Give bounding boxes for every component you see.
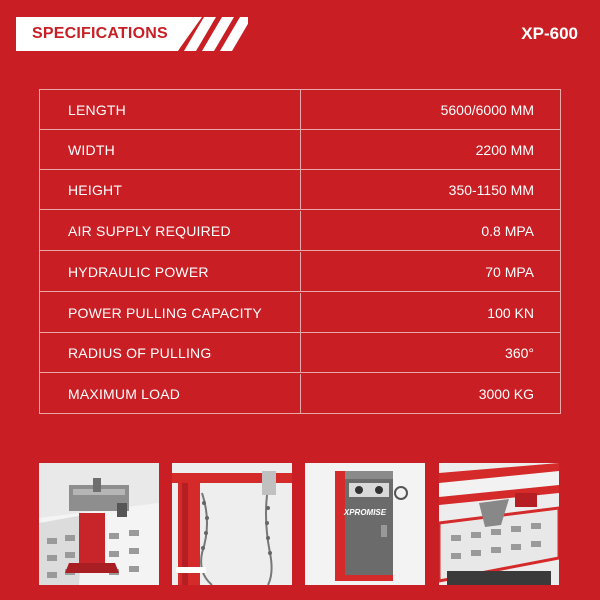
spec-label: WIDTH [68,142,115,158]
spec-value: 3000 KG [478,386,534,402]
spec-label: HYDRAULIC POWER [68,264,209,280]
spec-value: 70 MPA [485,264,534,280]
spec-row-height [40,170,560,210]
spec-row-pulling-capacity [40,293,560,333]
spec-label: LENGTH [68,102,126,118]
column-divider [300,333,301,372]
spec-label: MAXIMUM LOAD [68,386,181,402]
cabinet-brand-logo-text: XPROMISE [343,508,387,517]
spec-value: 350-1150 MM [448,182,534,198]
spec-label: POWER PULLING CAPACITY [68,305,262,321]
spec-row-width [40,130,560,170]
spec-value: 2200 MM [475,142,534,158]
spec-row-air-supply [40,211,560,251]
photo-bench-clamp [39,463,159,585]
spec-label: HEIGHT [68,182,123,198]
spec-row-maximum-load [40,374,560,414]
column-divider [300,252,301,291]
column-divider [300,374,301,414]
spec-label: AIR SUPPLY REQUIRED [68,223,231,239]
photo-pulling-tower-chains [172,463,292,585]
spec-row-hydraulic-power [40,252,560,292]
spec-row-pulling-radius [40,333,560,373]
spec-value: 5600/6000 MM [440,102,534,118]
column-divider [300,211,301,250]
header-stripes-decoration [168,17,248,51]
photo-bench-platform [439,463,559,585]
spec-row-length [40,90,560,130]
page-title: SPECIFICATIONS [32,25,168,42]
spec-table [39,89,561,414]
column-divider [300,90,301,129]
model-number: XP-600 [521,24,578,43]
column-divider [300,130,301,169]
spec-value: 360° [505,345,534,361]
spec-label: RADIUS OF PULLING [68,345,212,361]
column-divider [300,170,301,209]
column-divider [300,293,301,332]
spec-value: 0.8 MPA [481,223,534,239]
spec-value: 100 KN [487,305,534,321]
photo-control-cabinet [305,463,425,585]
